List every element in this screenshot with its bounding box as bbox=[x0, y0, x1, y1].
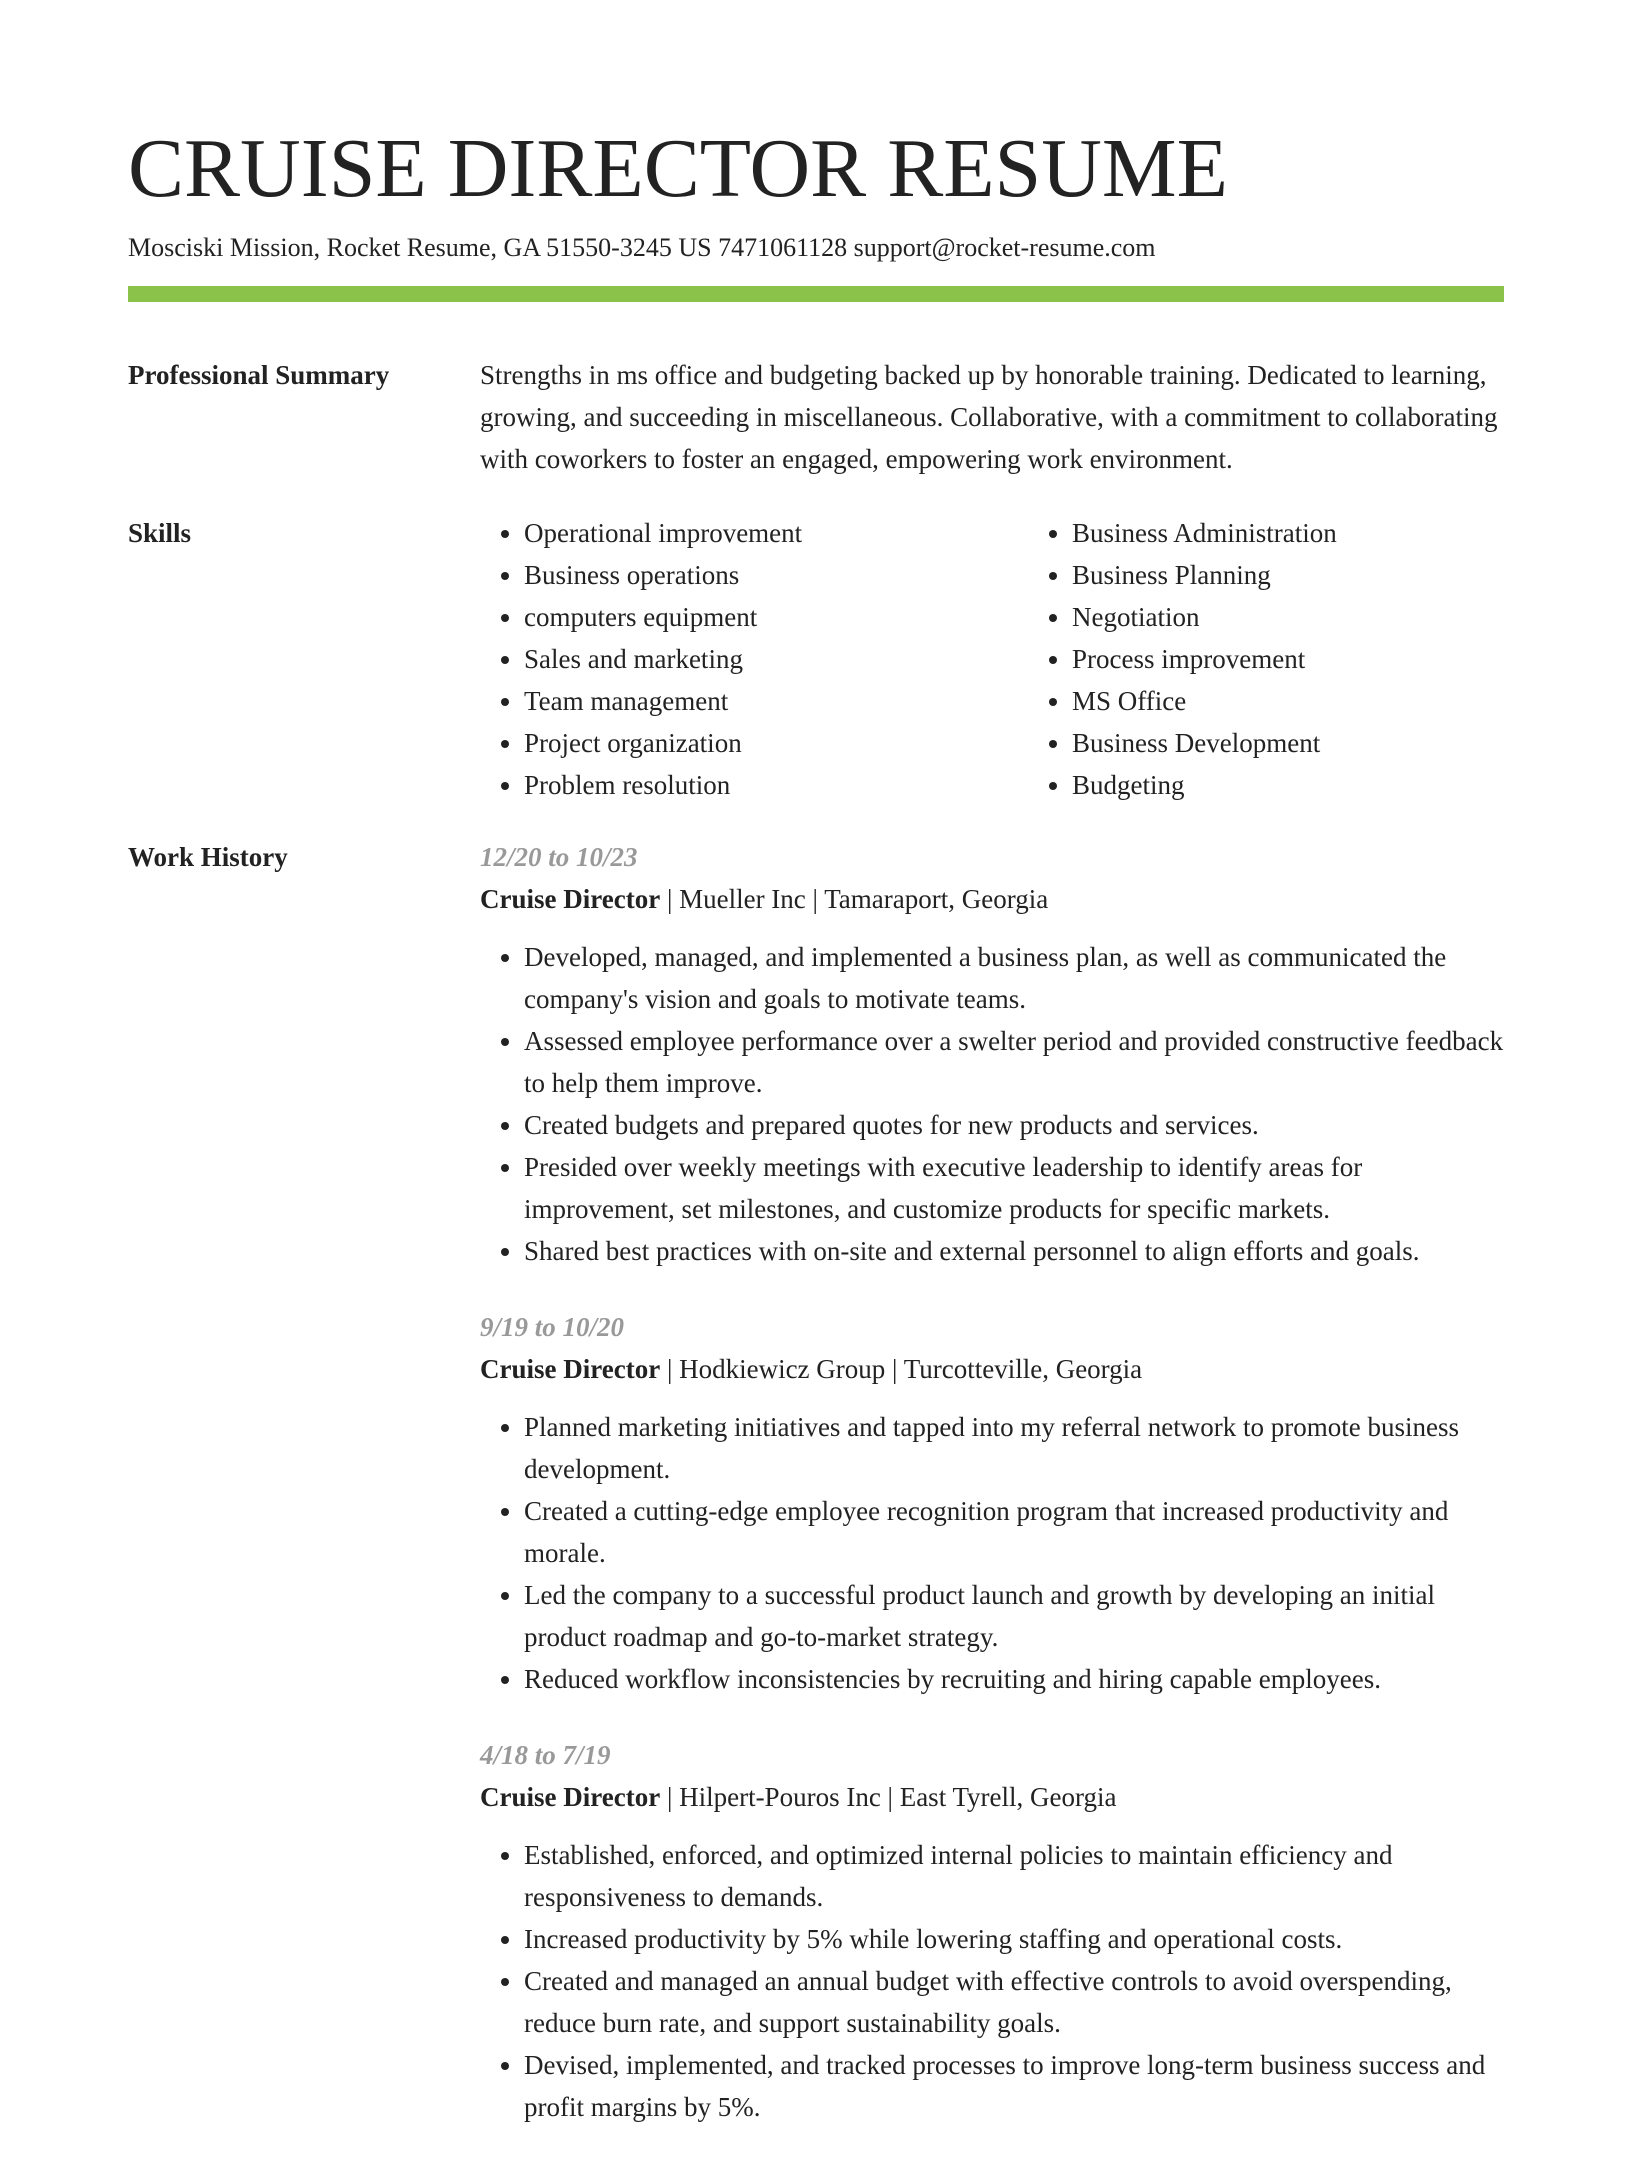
job-bullet: • Created budgets and prepared quotes for new products and services. bbox=[524, 1104, 1504, 1146]
job-bullet: • Reduced workflow inconsistencies by recruiting and hiring capable employees. bbox=[524, 1658, 1504, 1700]
skills-list-left bbox=[480, 512, 1028, 806]
work-history-section bbox=[128, 836, 1504, 2162]
work-history-label: Work History bbox=[128, 842, 288, 872]
job-bullets bbox=[480, 1834, 1504, 2128]
job-bullets bbox=[480, 936, 1504, 1272]
job-bullets bbox=[480, 1406, 1504, 1700]
job-bullet: • Created a cutting-edge employee recognition program that increased productivity and morale. bbox=[524, 1490, 1504, 1574]
job-date: 4/18 to 7/19 bbox=[480, 1740, 611, 1770]
job-date: 12/20 to 10/23 bbox=[480, 842, 638, 872]
skills-list-right bbox=[1028, 512, 1576, 806]
job-bullet: • Developed, managed, and implemented a business plan, as well as communicated the company's vision and goals to motivate teams. bbox=[524, 936, 1504, 1020]
accent-divider bbox=[128, 286, 1504, 302]
job-details: | Mueller Inc | Tamaraport, Georgia bbox=[660, 884, 1049, 914]
skill-item: • Business Planning bbox=[1072, 554, 1576, 596]
skill-item: • Team management bbox=[524, 680, 1028, 722]
job-bullet: • Presided over weekly meetings with executive leadership to identify areas for improvement, set milestones, and customize products for specific markets. bbox=[524, 1146, 1504, 1230]
work-history-body bbox=[480, 836, 1504, 2162]
skills-grid bbox=[480, 512, 1576, 806]
job-bullet: • Established, enforced, and optimized internal policies to maintain efficiency and responsiveness to demands. bbox=[524, 1834, 1504, 1918]
job-details: | Hodkiewicz Group | Turcotteville, Georgia bbox=[660, 1354, 1143, 1384]
job-bullet: • Created and managed an annual budget with effective controls to avoid overspending, reduce burn rate, and support sustainability goals. bbox=[524, 1960, 1504, 2044]
summary-section bbox=[128, 354, 1504, 480]
job-role: Cruise Director bbox=[480, 1782, 661, 1812]
skill-item: • computers equipment bbox=[524, 596, 1028, 638]
skills-label: Skills bbox=[128, 518, 192, 548]
skill-item: • Process improvement bbox=[1072, 638, 1576, 680]
skill-item: • Operational improvement bbox=[524, 512, 1028, 554]
job-bullet: • Shared best practices with on-site and external personnel to align efforts and goals. bbox=[524, 1230, 1504, 1272]
job-role: Cruise Director bbox=[480, 1354, 661, 1384]
summary-label: Professional Summary bbox=[128, 360, 390, 390]
contact-line: Mosciski Mission, Rocket Resume, GA 51550-3245 US 7471061128 support@rocket-resume.com bbox=[128, 233, 1156, 262]
skill-item: • Sales and marketing bbox=[524, 638, 1028, 680]
summary-text: Strengths in ms office and budgeting backed up by honorable training. Dedicated to learning, growing, and succeeding in miscellaneous. Collaborative, with a commitment to collaborating with coworkers to foster an engaged, empowering work environment. bbox=[480, 360, 1498, 474]
job-bullet: • Planned marketing initiatives and tapped into my referral network to promote business development. bbox=[524, 1406, 1504, 1490]
resume-title: CRUISE DIRECTOR RESUME bbox=[128, 122, 1228, 215]
job-bullet: • Led the company to a successful product launch and growth by developing an initial product roadmap and go-to-market strategy. bbox=[524, 1574, 1504, 1658]
job-details: | Hilpert-Pouros Inc | East Tyrell, Georgia bbox=[660, 1782, 1117, 1812]
resume-page bbox=[128, 118, 1504, 2162]
job-heading bbox=[480, 878, 1504, 920]
skill-item: • Business Administration bbox=[1072, 512, 1576, 554]
job-bullet: • Assessed employee performance over a swelter period and provided constructive feedback to help them improve. bbox=[524, 1020, 1504, 1104]
skill-item: • Business operations bbox=[524, 554, 1028, 596]
job-entry bbox=[480, 1734, 1504, 2128]
job-entry bbox=[480, 1306, 1504, 1700]
skill-item: • Negotiation bbox=[1072, 596, 1576, 638]
skill-item: • Problem resolution bbox=[524, 764, 1028, 806]
job-bullet: • Increased productivity by 5% while lowering staffing and operational costs. bbox=[524, 1918, 1504, 1960]
job-entry bbox=[480, 836, 1504, 1272]
skill-item: • Budgeting bbox=[1072, 764, 1576, 806]
job-date: 9/19 to 10/20 bbox=[480, 1312, 625, 1342]
job-bullet: • Devised, implemented, and tracked processes to improve long-term business success and profit margins by 5%. bbox=[524, 2044, 1504, 2128]
skill-item: • Business Development bbox=[1072, 722, 1576, 764]
skills-section bbox=[128, 512, 1504, 806]
skills-body bbox=[480, 512, 1576, 806]
job-heading bbox=[480, 1776, 1504, 1818]
skill-item: • MS Office bbox=[1072, 680, 1576, 722]
job-role: Cruise Director bbox=[480, 884, 661, 914]
job-heading bbox=[480, 1348, 1504, 1390]
skill-item: • Project organization bbox=[524, 722, 1028, 764]
